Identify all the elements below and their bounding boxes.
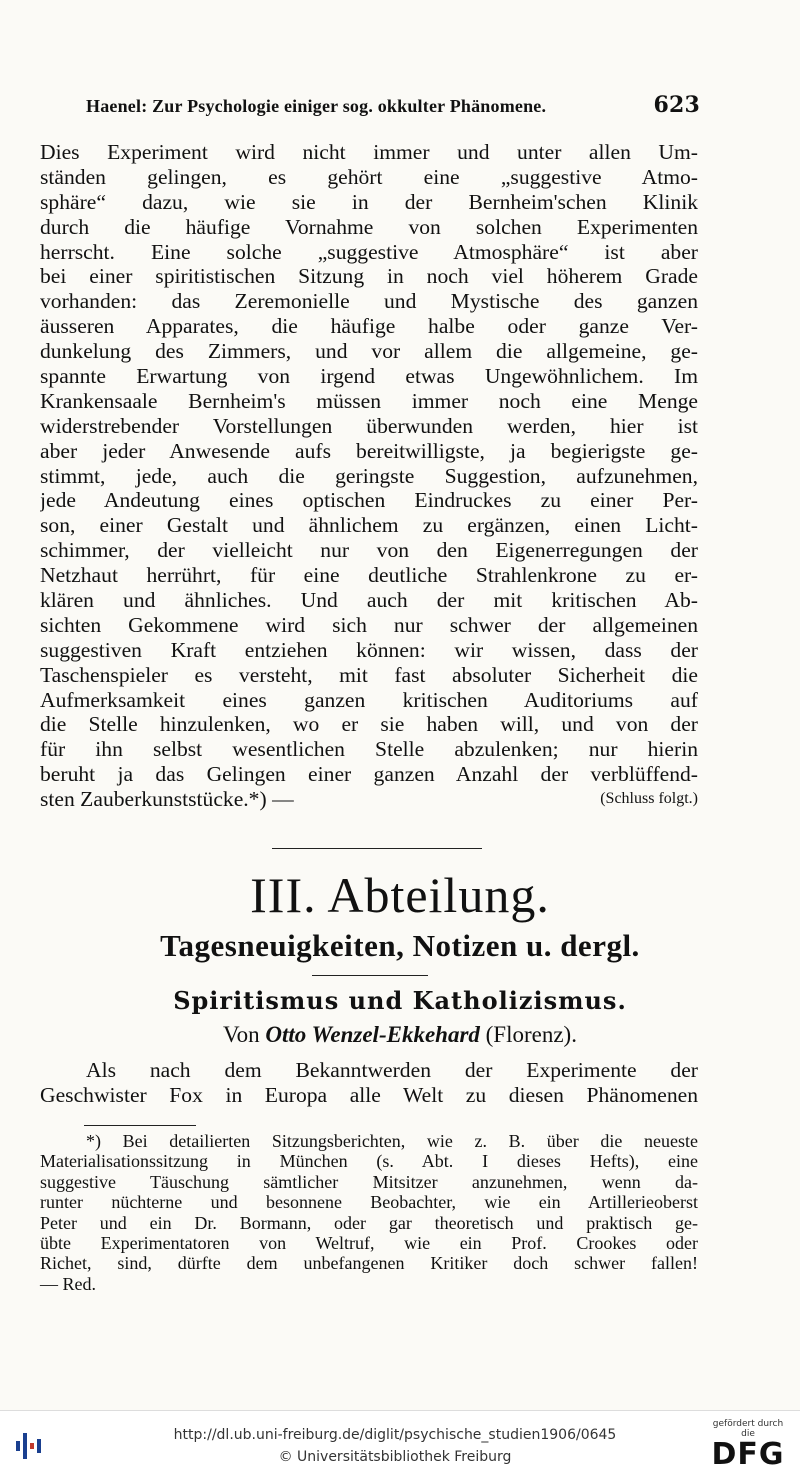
body-line: spannte Erwartung von irgend etwas Ungewöhnlichem. Im <box>40 364 698 389</box>
body-line: aber jeder Anwesende aufs bereitwilligste, ja begierigste ge- <box>40 438 698 463</box>
dfg-caption: gefördert durch die <box>712 1419 784 1439</box>
footnote-line: suggestive Täuschung sämtlicher Mitsitzer anzunehmen, wenn da- <box>40 1171 698 1192</box>
body-line: vorhanden: das Zeremonielle und Mystische des ganzen <box>40 289 698 314</box>
body-line: für ihn selbst wesentlichen Stelle abzulenken; nur hierin <box>40 737 698 762</box>
page-number: 623 <box>653 92 700 118</box>
body-line: schimmer, der vielleicht nur von den Eigenerregungen der <box>40 538 698 563</box>
dfg-mark: DFG <box>711 1437 785 1472</box>
body-line: ständen gelingen, es gehört eine „suggestive Atmo- <box>40 164 698 189</box>
body-line: widerstrebender Vorstellungen überwunden werden, hier ist <box>40 413 698 438</box>
body-line: durch die häufige Vornahme von solchen Experimenten <box>40 214 698 239</box>
footnote-rule <box>84 1125 196 1126</box>
footnote <box>40 1131 698 1294</box>
viewer-footer <box>0 1410 800 1473</box>
copyright: © Universitätsbibliothek Freiburg <box>278 1449 512 1465</box>
body-line: Dies Experiment wird nicht immer und unter allen Um- <box>40 140 698 164</box>
body-line-end: sten Zauberkunststücke.*) — <box>40 787 294 812</box>
running-head <box>40 92 700 118</box>
body-line: jede Andeutung eines optischen Eindruckes zu einer Per- <box>40 488 698 513</box>
footnote-line: Materialisationssitzung in München (s. Abt. I dieses Hefts), eine <box>40 1151 698 1172</box>
separator-rule <box>312 975 428 976</box>
article-paragraph <box>40 1058 698 1108</box>
running-title: Haenel: Zur Psychologie einiger sog. okkulter Phänomene. <box>86 96 547 116</box>
body-line: herrscht. Eine solche „suggestive Atmosphäre“ ist aber <box>40 239 698 264</box>
article-title: Spiritismus und Katholizismus. <box>173 986 627 1015</box>
body-line: äusseren Apparates, die häufige halbe oder ganze Ver- <box>40 314 698 339</box>
body-line: dunkelung des Zimmers, und vor allem die allgemeine, ge- <box>40 339 698 364</box>
body-paragraph <box>40 140 698 812</box>
author-location: (Florenz). <box>485 1022 577 1047</box>
byline <box>0 1022 800 1048</box>
section-subtitle: Tagesneuigkeiten, Notizen u. dergl. <box>160 928 640 963</box>
body-line: stimmt, jede, auch die geringste Suggestion, aufzunehmen, <box>40 463 698 488</box>
separator-rule <box>272 848 482 849</box>
body-line: son, einer Gestalt und ähnlichem zu ergänzen, einen Licht- <box>40 513 698 538</box>
footnote-line: *) Bei detailierten Sitzungsberichten, wie z. B. über die neueste <box>86 1131 698 1151</box>
author-name: Otto Wenzel-Ekkehard <box>265 1022 480 1047</box>
body-line: Taschenspieler es versteht, mit fast absoluter Sicherheit die <box>40 662 698 687</box>
body-line: Krankensaale Bernheim's müssen immer noch eine Menge <box>40 388 698 413</box>
dfg-logo <box>706 1419 790 1471</box>
body-last-line <box>40 787 698 812</box>
body-line: Aufmerksamkeit eines ganzen kritischen Auditoriums auf <box>40 687 698 712</box>
article-line: Geschwister Fox in Europa alle Welt zu diesen Phänomenen <box>40 1083 698 1107</box>
article-line: Als nach dem Bekanntwerden der Experimente der <box>86 1058 698 1082</box>
footnote-line: runter nüchterne und besonnene Beobachter, wie ein Artillerieoberst <box>40 1192 698 1213</box>
source-url[interactable]: http://dl.ub.uni-freiburg.de/diglit/psychische_studien1906/0645 <box>173 1427 617 1443</box>
body-line: beruht ja das Gelingen einer ganzen Anzahl der verblüffend- <box>40 762 698 787</box>
continuation-note: (Schluss folgt.) <box>600 790 698 808</box>
footnote-line: Richet, sind, dürfte dem unbefangenen Kritiker doch schwer fallen! <box>40 1253 698 1274</box>
body-line: suggestiven Kraft entziehen können: wir wissen, dass der <box>40 637 698 662</box>
footnote-line: — Red. <box>40 1273 96 1294</box>
byline-prefix: Von <box>223 1022 260 1047</box>
body-line: sichten Gekommene wird sich nur schwer der allgemeinen <box>40 612 698 637</box>
body-line: Netzhaut herrührt, für eine deutliche Strahlenkrone zu er- <box>40 563 698 588</box>
body-line: bei einer spiritistischen Sitzung in noch viel höherem Grade <box>40 264 698 289</box>
body-line: klären und ähnliches. Und auch der mit kritischen Ab- <box>40 588 698 613</box>
body-line: die Stelle hinzulenken, wo er sie haben will, und von der <box>40 712 698 737</box>
footnote-line: Peter und ein Dr. Bormann, oder gar theoretisch und praktisch ge- <box>40 1212 698 1233</box>
body-line: sphäre“ dazu, wie sie in der Bernheim'schen Klinik <box>40 189 698 214</box>
footnote-line: übte Experimentatoren von Weltruf, wie ein Prof. Crookes oder <box>40 1233 698 1254</box>
section-title: III. Abteilung. <box>250 867 550 923</box>
